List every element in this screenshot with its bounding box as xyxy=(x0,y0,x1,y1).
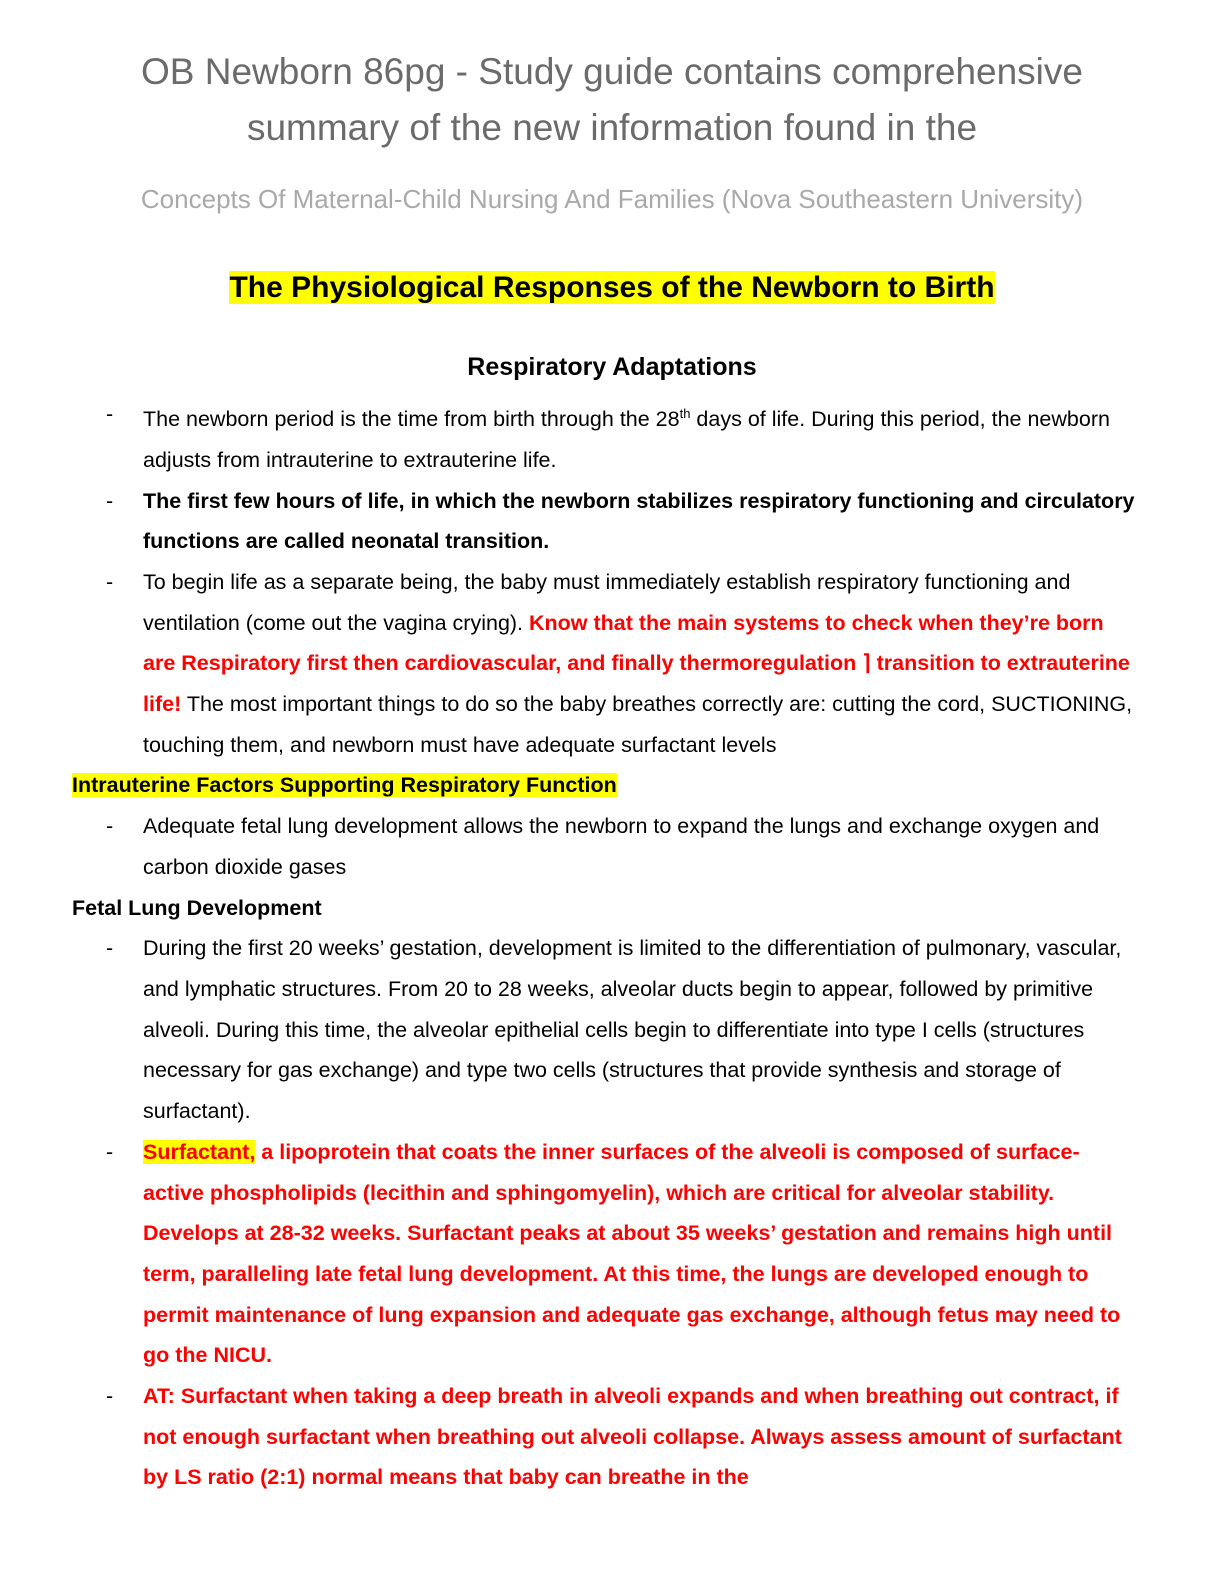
bullet-item-begin-life xyxy=(0,562,1224,766)
bullet-text: During the first 20 weeks’ gestation, development is limited to the differentiation of pulmonary, vascular, and lymphatic structures. From 20 to 28 weeks, alveolar ducts begin to appear, followed by primitive alveoli. During this time, the alveolar epithelial cells begin to differentiate into type I cells (structures necessary for gas exchange) and type two cells (structures that provide synthesis and storage of surfactant). xyxy=(143,936,1122,1124)
bullet-dash: - xyxy=(106,569,114,594)
bullet-text: Adequate fetal lung development allows the newborn to expand the lungs and exchange oxygen and carbon dioxide gases xyxy=(143,814,1100,879)
document-title-line-1: OB Newborn 86pg - Study guide contains comprehensive xyxy=(141,51,1083,92)
section-title: Respiratory Adaptations xyxy=(467,353,757,381)
bullet-dash: - xyxy=(106,1384,114,1409)
bullet-text: days of life. During this period, the newborn adjusts from intrauterine to extrauterine life. xyxy=(143,407,1110,472)
subheading-text: Intrauterine Factors Supporting Respiratory Function xyxy=(72,773,617,798)
superscript-th: th xyxy=(679,406,691,421)
document-title-line-2: summary of the new information found in the xyxy=(246,107,978,148)
bullet-dash: - xyxy=(106,488,114,513)
course-subtitle: Concepts Of Maternal-Child Nursing And Families (Nova Southeastern University) xyxy=(140,184,1084,214)
highlighted-term-surfactant: Surfactant, xyxy=(143,1139,256,1164)
bullet-item-newborn-period xyxy=(0,394,1224,481)
document-body xyxy=(0,394,1224,1498)
bullet-text-red: a lipoprotein that coats the inner surfaces of the alveoli is composed of surface-active phospholipids (lecithin and sphingomyelin), which are critical for alveolar stability. Develops at 28-32 weeks. Surfactant peaks at about 35 weeks’ gestation and remains high until term, paralleling late fetal lung development. At this time, the lungs are developed enough to permit maintenance of lung expansion and adequate gas exchange, although fetus may need to go the NICU. xyxy=(143,1139,1121,1368)
chapter-heading-text: The Physiological Responses of the Newborn to Birth xyxy=(229,271,995,304)
bullet-dash: - xyxy=(106,936,114,961)
subheading-fetal-lung-development: Fetal Lung Development xyxy=(72,895,322,920)
subheading-intrauterine-factors xyxy=(0,765,1224,806)
bullet-text-red-emphasis: Know that the main systems to check when they’re born are Respiratory first then cardiovascular, and finally thermoregulation ⌉ transition to extrauterine life! xyxy=(143,610,1130,717)
document-title xyxy=(0,44,1224,156)
bullet-dash: - xyxy=(106,402,114,426)
bullet-text: To begin life as a separate being, the baby must immediately establish respiratory functioning and ventilation (come out the vagina crying). xyxy=(143,569,1071,635)
bullet-item-lung-development xyxy=(0,806,1224,887)
bullet-text: The newborn period is the time from birth through the 28 xyxy=(143,407,680,432)
bullet-dash: - xyxy=(106,1139,114,1164)
bullet-item-at-surfactant xyxy=(0,1376,1224,1498)
bullet-text-red: AT: Surfactant when taking a deep breath in alveoli expands and when breathing out contract, if not enough surfactant when breathing out alveoli collapse. Always assess amount of surfactant by LS ratio (2:1) normal means that baby can breathe in the xyxy=(143,1384,1122,1490)
bullet-item-neonatal-transition xyxy=(0,481,1224,562)
chapter-heading xyxy=(0,266,1224,310)
bullet-item-first-20-weeks xyxy=(0,928,1224,1132)
bullet-item-surfactant xyxy=(0,1132,1224,1376)
bullet-dash: - xyxy=(106,814,114,839)
bullet-text: The most important things to do so the baby breathes correctly are: cutting the cord, SUCTIONING, touching them, and newborn must have adequate surfactant levels xyxy=(143,692,1133,757)
bullet-text-bold: The first few hours of life, in which the newborn stabilizes respiratory functioning and circulatory functions are called neonatal transition. xyxy=(143,488,1135,554)
